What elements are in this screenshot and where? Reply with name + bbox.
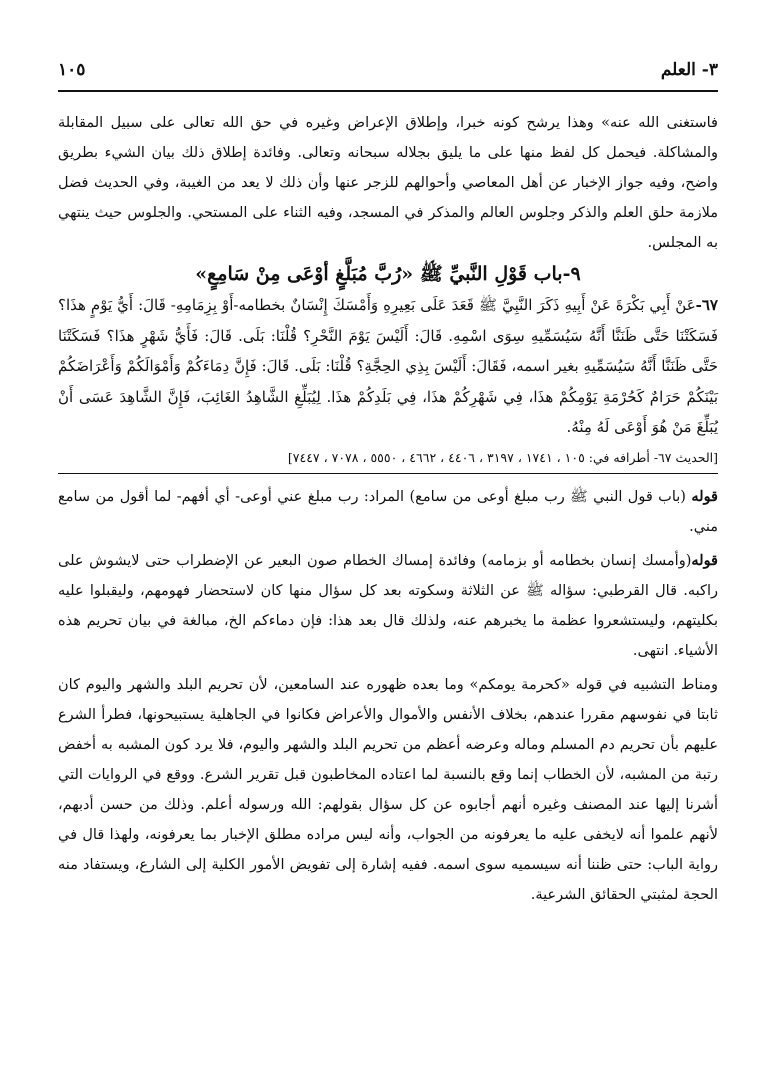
hadith-text-block <box>58 290 718 443</box>
chapter-label: ٣- العلم <box>660 60 718 80</box>
commentary-text: (وأمسك إنسان بخطامه أو بزمامه) وفائدة إمساك الخطام صون البعير عن الإضطراب حتى لايشوش على راكبه. قال القرطبي: سؤاله ﷺ عن الثلاثة وسكوته بعد كل سؤال منها كان لاستحضار فهومهم، وليقبلوا عليه بكليتهم، وليستشعروا عظمة ما يخبرهم عنه، ولذلك قال بعد هذا: فإن دماءكم الخ، مبالغة في بيان تحريم هذه الأشياء. انتهى. <box>58 552 718 659</box>
running-header <box>58 50 718 92</box>
intro-paragraph: فاستغنى الله عنه» وهذا يرشح كونه خبرا، وإطلاق الإعراض وغيره في حق الله تعالى على سبيل المقابلة والمشاكلة. فيحمل كل لفظ منها على ما يليق بجلاله سبحانه وتعالى. وفائدة إطلاق ذلك بيان الشيء بطريق واضح، وفيه جواز الإخبار عن أهل المعاصي وأحوالهم للزجر عنها وأن ذلك لا يعد من الغيبة، وفي الحديث فضل ملازمة حلق العلم والذكر وجلوس العالم والمذكر في المسجد، وفيه الثناء على المستحي. والجلوس حيث ينتهي به المجلس. <box>58 115 718 251</box>
hadith-references: [الحديث ٦٧- أطرافه في: ١٠٥ ، ١٧٤١ ، ٣١٩٧ ، ٤٤٠٦ ، ٤٦٦٢ ، ٥٥٥٠ ، ٧٠٧٨ ، ٧٤٤٧] <box>58 445 718 474</box>
commentary-paragraph-3 <box>58 670 718 910</box>
hadith-number: ٦٧- <box>695 296 718 314</box>
commentary-text: ومناط التشبيه في قوله «كحرمة يومكم» وما بعده ظهوره عند السامعين، لأن تحريم البلد والشهر واليوم كان ثابتا في نفوسهم مقررا عندهم، بخلاف الأنفس والأموال والأعراض فكانوا في الجاهلية يستبيحونها، فطرأ الشرع عليهم بأن تحريم دم المسلم وماله وعرضه أعظم من تحريم البلد والشهر واليوم، فلا يرد كون المشبه به أخفض رتبة من المشبه، لأن الخطاب إنما وقع بالنسبة لما اعتاده المخاطبون قبل تقرير الشرع. ووقع في الروايات التي أشرنا إليها عند المصنف وغيره أنهم أجابوه عن كل سؤال بقولهم: الله ورسوله أعلم. وذلك من حسن أدبهم، لأنهم علموا أنه لايخفى عليه ما يعرفونه من الجواب، وأنه ليس مراده مطلق الإخبار بما يعرفونه، ولهذا قال في رواية الباب: حتى ظننا أنه سيسميه سوى اسمه. ففيه إشارة إلى تفويض الأمور الكلية إلى الشارع، ويستفاد منه الحجة لمثبتي الحقائق الشرعية. <box>58 676 718 903</box>
hadith-text: عَنْ أَبِي بَكْرَةَ عَنْ أَبِيهِ ذَكَرَ النَّبِيَّ ﷺ قَعَدَ عَلَى بَعِيرِهِ وَأَمْسَكَ إِنْسَانٌ بخطامه-أَوْ بِزِمَامِهِ- قَالَ: أَيُّ يَوْمٍ هذَا؟ فَسَكَتْنَا حَتَّى ظَنَنَّا أَنَّهُ سَيُسَمِّيهِ سِوَى اسْمِهِ. قَالَ: أَلَيْسَ يَوْمَ النَّحْرِ؟ قُلْنَا: بَلَى. قَالَ: فَأَيُّ شَهْرٍ هذَا؟ فَسَكَتْنَا حَتَّى ظَنَنَّا أَنَّهُ سَيُسَمِّيهِ بغير اسمه، فَقَالَ: أَلَيْسَ بِذِي الحِجَّةِ؟ قُلْنَا: بَلَى. قَالَ: فَإِنَّ دِمَاءَكُمْ وَأَمْوَالَكُمْ وَأَعْرَاضَكُمْ بَيْنَكُمْ حَرَامٌ كَحُرْمَةِ يَوْمِكُمْ هذَا، فِي شَهْرِكُمْ هذَا، فِي بَلَدِكُمْ هذَا. لِيُبَلِّغِ الشَّاهِدُ الغَائِبَ، فَإِنَّ الشَّاهِدَ عَسَى أَنْ يُبَلِّغَ مَنْ هُوَ أَوْعَى لَهُ مِنْهُ. <box>58 296 718 436</box>
page-number: ١٠٥ <box>58 60 86 80</box>
book-page <box>58 50 718 1050</box>
commentary-lead: قوله <box>691 551 718 569</box>
commentary-paragraph-2 <box>58 546 718 666</box>
commentary-paragraph-1 <box>58 482 718 542</box>
commentary-text: (باب قول النبي ﷺ رب مبلغ أوعى من سامع) المراد: رب مبلغ عني أوعى- أي أفهم- لما أقول من سامع مني. <box>58 488 718 535</box>
chapter-heading: ٩-باب قَوْلِ النَّبيِّ ﷺ «رُبَّ مُبَلَّغٍ أوْعَى مِنْ سَامِعٍ» <box>195 263 581 285</box>
page-body <box>58 108 718 910</box>
commentary-lead: قوله <box>691 487 718 505</box>
